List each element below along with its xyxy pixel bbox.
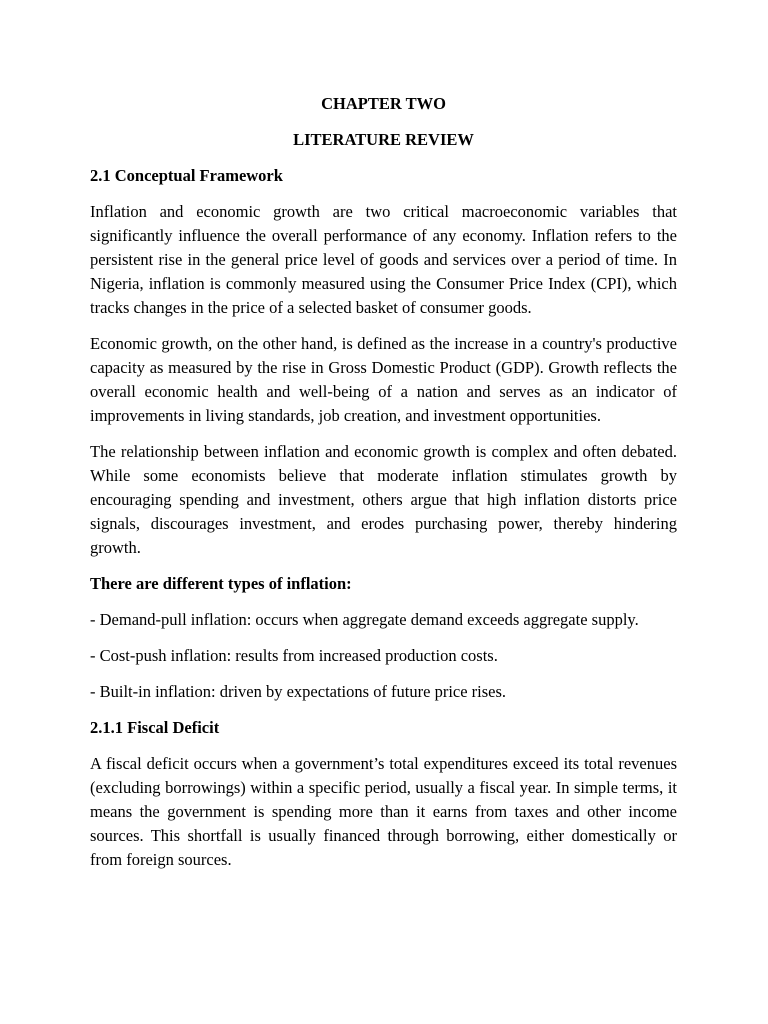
paragraph-economic-growth: Economic growth, on the other hand, is defined as the increase in a country's productive capacity as measured by the rise in Gross Domestic Product (GDP). Growth reflects the overall economic health and well-being of a nation and serves as an indicator of improvements in living standards, job creation, and investment opportunities. [90, 334, 677, 425]
paragraph-inflation-definition: Inflation and economic growth are two critical macroeconomic variables that significantly influence the overall performance of any economy. Inflation refers to the persistent rise in the general price level of goods and services over a period of time. In Nigeria, inflation is commonly measured using the Consumer Price Index (CPI), which tracks changes in the price of a selected basket of consumer goods. [90, 202, 677, 317]
document-page [90, 92, 677, 884]
inflation-types-heading: There are different types of inflation: [90, 574, 352, 593]
paragraph-relationship: The relationship between inflation and economic growth is complex and often debated. While some economists believe that moderate inflation stimulates growth by encouraging spending and investment, others argue that high inflation distorts price signals, discourages investment, and erodes purchasing power, thereby hindering growth. [90, 442, 677, 557]
chapter-number: CHAPTER TWO [321, 94, 446, 113]
list-item-demand-pull: - Demand-pull inflation: occurs when aggregate demand exceeds aggregate supply. [90, 610, 639, 629]
list-item-cost-push: - Cost-push inflation: results from increased production costs. [90, 646, 498, 665]
paragraph-fiscal-deficit: A fiscal deficit occurs when a government’s total expenditures exceed its total revenues (excluding borrowings) within a specific period, usually a fiscal year. In simple terms, it means the government is spending more than it earns from taxes and other income sources. This shortfall is usually financed through borrowing, either domestically or from foreign sources. [90, 754, 677, 869]
section-heading-conceptual-framework: 2.1 Conceptual Framework [90, 166, 283, 185]
chapter-title: LITERATURE REVIEW [293, 130, 474, 149]
list-item-built-in: - Built-in inflation: driven by expectations of future price rises. [90, 682, 507, 701]
section-heading-fiscal-deficit: 2.1.1 Fiscal Deficit [90, 718, 220, 737]
